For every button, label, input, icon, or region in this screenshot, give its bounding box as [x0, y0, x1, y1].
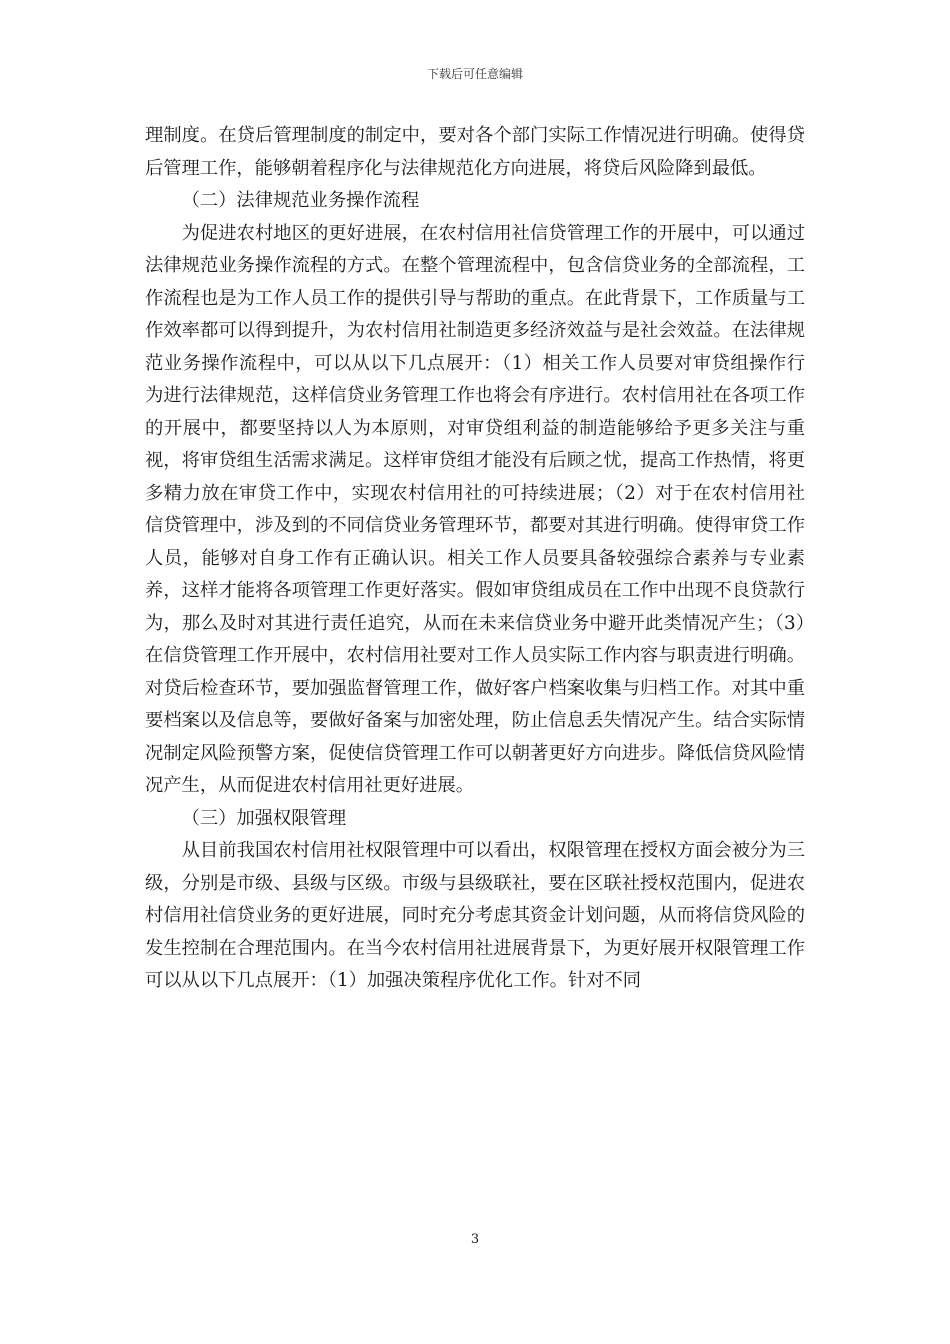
paragraph-permission-management: 从目前我国农村信用社权限管理中可以看出，权限管理在授权方面会被分为三级，分别是市级、县级与区级。市级与县级联社，要在区联社授权范围内，促进农村信用社信贷业务的更好进展，同时充分考虑其资金计划问题，从而将信贷风险的发生控制在合理范围内。在当今农村信用社进展背景下，为更好展开权限管理工作可以从以下几点展开：（1）加强决策程序优化工作。针对不同 — [145, 840, 805, 991]
section-heading-2: （二）法律规范业务操作流程 — [181, 190, 420, 211]
page-header: 下载后可任意编辑 — [426, 67, 523, 81]
paragraph-continuation: 理制度。在贷后管理制度的制定中，要对各个部门实际工作情况进行明确。使得贷后管理工作，能够朝着程序化与法律规范化方向进展，将贷后风险降到最低。 — [145, 125, 805, 179]
document-body — [145, 120, 805, 998]
paragraph-legal-process: 为促进农村地区的更好进展，在农村信用社信贷管理工作的开展中，可以通过法律规范业务操作流程的方式。在整个管理流程中，包含信贷业务的全部流程，工作流程也是为工作人员工作的提供引导与帮助的重点。在此背景下，工作质量与工作效率都可以得到提升，为农村信用社制造更多经济效益与是社会效益。在法律规范业务操作流程中，可以从以下几点展开：（1）相关工作人员要对审贷组操作行为进行法律规范，这样信贷业务管理工作也将会有序进行。农村信用社在各项工作的开展中，都要坚持以人为本原则，对审贷组利益的制造能够给予更多关注与重视，将审贷组生活需求满足。这样审贷组才能没有后顾之忧，提高工作热情，将更多精力放在审贷工作中，实现农村信用社的可持续进展；（2）对于在农村信用社信贷管理中，涉及到的不同信贷业务管理环节，都要对其进行明确。使得审贷工作人员，能够对自身工作有正确认识。相关工作人员要具备较强综合素养与专业素养，这样才能将各项管理工作更好落实。假如审贷组成员在工作中出现不良贷款行为，那么及时对其进行责任追究，从而在未来信贷业务中避开此类情况产生；（3）在信贷管理工作开展中，农村信用社要对工作人员实际工作内容与职责进行明确。对贷后检查环节，要加强监督管理工作，做好客户档案收集与归档工作。对其中重要档案以及信息等，要做好备案与加密处理，防止信息丢失情况产生。结合实际情况制定风险预警方案，促使信贷管理工作可以朝著更好方向进步。降低信贷风险情况产生，从而促进农村信用社更好进展。 — [145, 222, 805, 796]
section-heading-3: （三）加强权限管理 — [181, 807, 347, 829]
page-number: 3 — [470, 1232, 480, 1247]
